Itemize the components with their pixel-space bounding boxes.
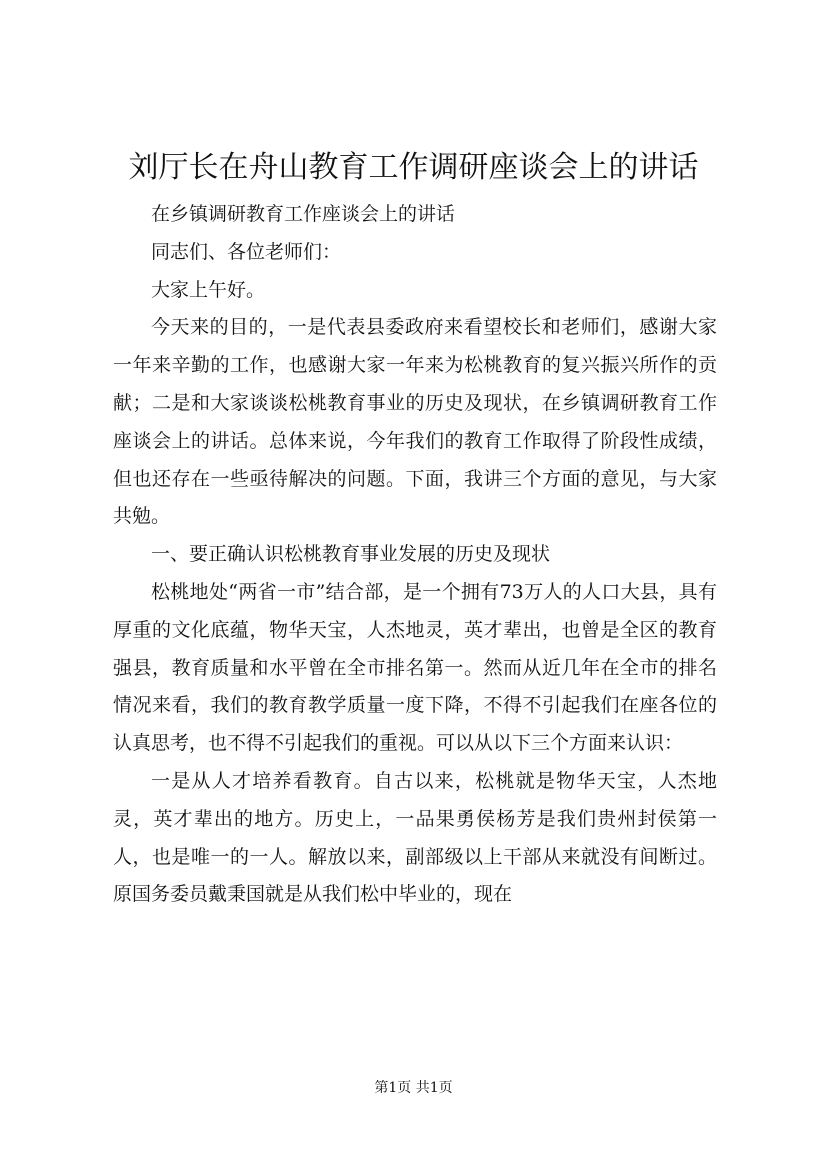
document-title: 刘厅长在舟山教育工作调研座谈会上的讲话 [128, 150, 699, 185]
document-body [113, 196, 717, 914]
paragraph-background: 松桃地处“两省一市”结合部，是一个拥有73万人的人口大县，具有厚重的文化底蕴，物华天宝，人杰地灵，英才辈出，也曾是全区的教育强县，教育质量和水平曾在全市排名第一。然而从近几年在全市的排名情况来看，我们的教育教学质量一度下降，不得不引起我们在座各位的认真思考，也不得不引起我们的重视。可以从以下三个方面来认识： [113, 580, 717, 755]
paragraph-section-heading: 一、要正确认识松桃教育事业发展的历史及现状 [151, 543, 551, 566]
page-footer: 第1页 共1页 [374, 1080, 453, 1096]
paragraph-subtitle: 在乡镇调研教育工作座谈会上的讲话 [151, 203, 456, 225]
paragraph-greeting: 大家上午好。 [151, 278, 266, 301]
paragraph-purpose: 今天来的目的，一是代表县委政府来看望校长和老师们，感谢大家一年来辛勤的工作，也感谢大家一年来为松桃教育的复兴振兴所作的贡献；二是和大家谈谈松桃教育事业的历史及现状，在乡镇调研教育工作座谈会上的讲话。总体来说，今年我们的教育工作取得了阶段性成绩，但也还存在一些亟待解决的问题。下面，我讲三个方面的意见，与大家共勉。 [113, 316, 717, 528]
paragraph-salutation: 同志们、各位老师们： [151, 240, 342, 263]
paragraph-talent: 一是从人才培养看教育。自古以来，松桃就是物华天宝，人杰地灵，英才辈出的地方。历史上，一品果勇侯杨芳是我们贵州封侯第一人，也是唯一的一人。解放以来，副部级以上干部从来就没有间断过。原国务委员戴秉国就是从我们松中毕业的，现在 [113, 769, 717, 906]
